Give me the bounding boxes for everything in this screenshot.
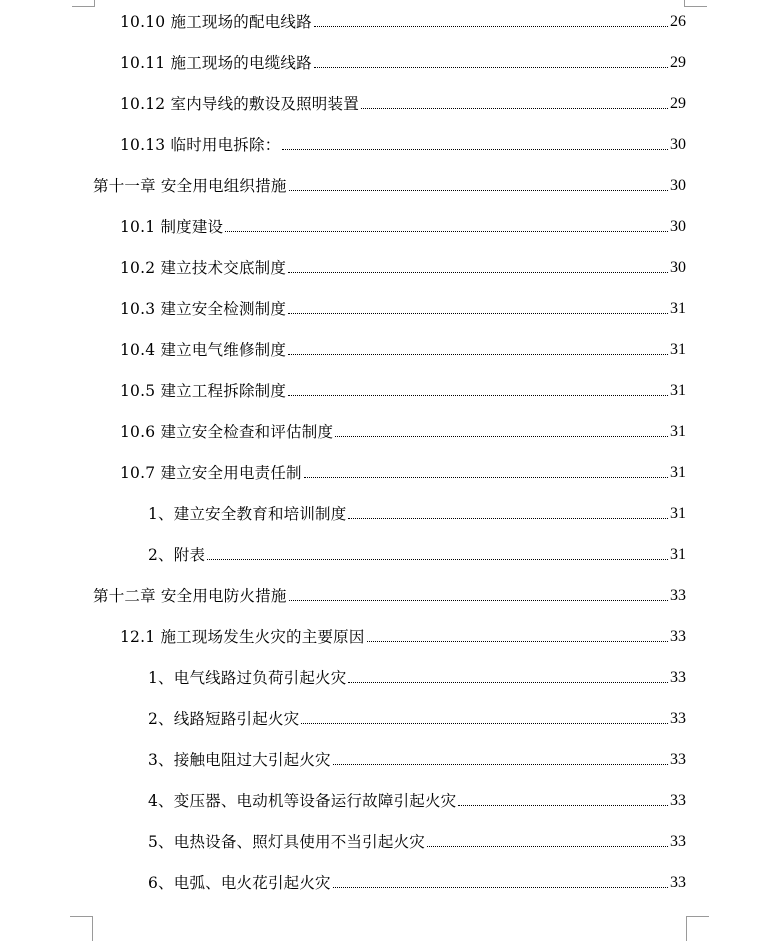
toc-entry-page: 33 — [670, 710, 686, 727]
toc-entry-title: 3、接触电阻过大引起火灾 — [148, 751, 331, 769]
toc-entry[interactable] — [120, 91, 686, 115]
toc-entry-title: 12.1 施工现场发生火灾的主要原因 — [120, 628, 365, 646]
toc-entry-title: 10.11 施工现场的电缆线路 — [120, 54, 312, 72]
toc-entry-title: 1、电气线路过负荷引起火灾 — [148, 669, 347, 687]
toc-entry-page: 33 — [670, 792, 686, 809]
toc-entry[interactable] — [120, 378, 686, 402]
toc-leader-dots — [458, 804, 668, 806]
toc-entry-page: 31 — [670, 464, 686, 481]
toc-leader-dots — [348, 681, 668, 683]
toc-entry-page: 33 — [670, 628, 686, 645]
toc-entry-title: 2、线路短路引起火灾 — [148, 710, 300, 728]
toc-entry-page: 31 — [670, 300, 686, 317]
toc-leader-dots — [333, 763, 668, 765]
toc-entry-title: 10.3 建立安全检测制度 — [120, 300, 287, 318]
toc-entry-title: 6、电弧、电火花引起火灾 — [148, 874, 331, 892]
toc-leader-dots — [288, 394, 668, 396]
toc-entry-page: 30 — [670, 259, 686, 276]
toc-entry-page: 31 — [670, 423, 686, 440]
toc-entry-page: 31 — [670, 341, 686, 358]
toc-entry-page: 30 — [670, 136, 686, 153]
toc-entry-title: 4、变压器、电动机等设备运行故障引起火灾 — [148, 792, 457, 810]
toc-entry[interactable] — [120, 132, 686, 156]
toc-entry-page: 31 — [670, 505, 686, 522]
toc-subentry[interactable] — [148, 665, 686, 689]
toc-entry[interactable] — [120, 624, 686, 648]
toc-leader-dots — [314, 66, 668, 68]
toc-entry-page: 30 — [670, 177, 686, 194]
toc-entry-title: 第十一章 安全用电组织措施 — [93, 177, 287, 195]
toc-entry-page: 33 — [670, 751, 686, 768]
toc-entry-title: 10.4 建立电气维修制度 — [120, 341, 287, 359]
crop-mark-top-left — [72, 0, 95, 7]
toc-leader-dots — [288, 312, 668, 314]
toc-leader-dots — [367, 640, 668, 642]
toc-leader-dots — [333, 886, 668, 888]
toc-entry-title: 10.6 建立安全检查和评估制度 — [120, 423, 334, 441]
toc-chapter-entry[interactable] — [93, 173, 686, 197]
toc-leader-dots — [288, 353, 668, 355]
toc-leader-dots — [301, 722, 668, 724]
toc-leader-dots — [361, 107, 668, 109]
crop-mark-bottom-right — [686, 916, 709, 941]
toc-entry-page: 26 — [670, 13, 686, 30]
toc-entry-page: 33 — [670, 587, 686, 604]
toc-subentry[interactable] — [148, 788, 686, 812]
toc-leader-dots — [314, 25, 668, 27]
toc-entry[interactable] — [120, 419, 686, 443]
toc-entry-page: 30 — [670, 218, 686, 235]
toc-leader-dots — [207, 558, 668, 560]
toc-entry-title: 10.1 制度建设 — [120, 218, 224, 236]
toc-leader-dots — [282, 148, 668, 150]
toc-entry[interactable] — [120, 460, 686, 484]
crop-mark-top-right — [684, 0, 707, 7]
toc-entry-title: 10.7 建立安全用电责任制 — [120, 464, 302, 482]
toc-leader-dots — [304, 476, 668, 478]
toc-subentry[interactable] — [148, 542, 686, 566]
toc-subentry[interactable] — [148, 747, 686, 771]
toc-entry-page: 29 — [670, 54, 686, 71]
toc-entry-title: 10.2 建立技术交底制度 — [120, 259, 287, 277]
toc-chapter-entry[interactable] — [93, 583, 686, 607]
toc-entry[interactable] — [120, 9, 686, 33]
toc-subentry[interactable] — [148, 829, 686, 853]
toc-leader-dots — [289, 189, 668, 191]
toc-leader-dots — [348, 517, 668, 519]
toc-leader-dots — [289, 599, 668, 601]
toc-entry-page: 31 — [670, 546, 686, 563]
toc-entry[interactable] — [120, 214, 686, 238]
toc-entry-page: 31 — [670, 382, 686, 399]
toc-leader-dots — [225, 230, 668, 232]
toc-entry[interactable] — [120, 255, 686, 279]
toc-entry-title: 5、电热设备、照灯具使用不当引起火灾 — [148, 833, 425, 851]
toc-entry-title: 10.10 施工现场的配电线路 — [120, 13, 312, 31]
toc-entry-title: 第十二章 安全用电防火措施 — [93, 587, 287, 605]
toc-entry-title: 2、附表 — [148, 546, 206, 564]
toc-entry-title: 1、建立安全教育和培训制度 — [148, 505, 347, 523]
toc-subentry[interactable] — [148, 706, 686, 730]
toc-entry-title: 10.13 临时用电拆除： — [120, 136, 281, 154]
toc-entry-page: 29 — [670, 95, 686, 112]
toc-entry-title: 10.12 室内导线的敷设及照明装置 — [120, 95, 359, 113]
toc-leader-dots — [288, 271, 668, 273]
toc-subentry[interactable] — [148, 870, 686, 894]
toc-entry-page: 33 — [670, 833, 686, 850]
toc-entry-page: 33 — [670, 874, 686, 891]
toc-entry-page: 33 — [670, 669, 686, 686]
toc-subentry[interactable] — [148, 501, 686, 525]
toc-leader-dots — [335, 435, 668, 437]
toc-entry-title: 10.5 建立工程拆除制度 — [120, 382, 287, 400]
toc-entry[interactable] — [120, 50, 686, 74]
toc-entry[interactable] — [120, 337, 686, 361]
crop-mark-bottom-left — [70, 916, 93, 941]
toc-entry[interactable] — [120, 296, 686, 320]
toc-leader-dots — [427, 845, 668, 847]
